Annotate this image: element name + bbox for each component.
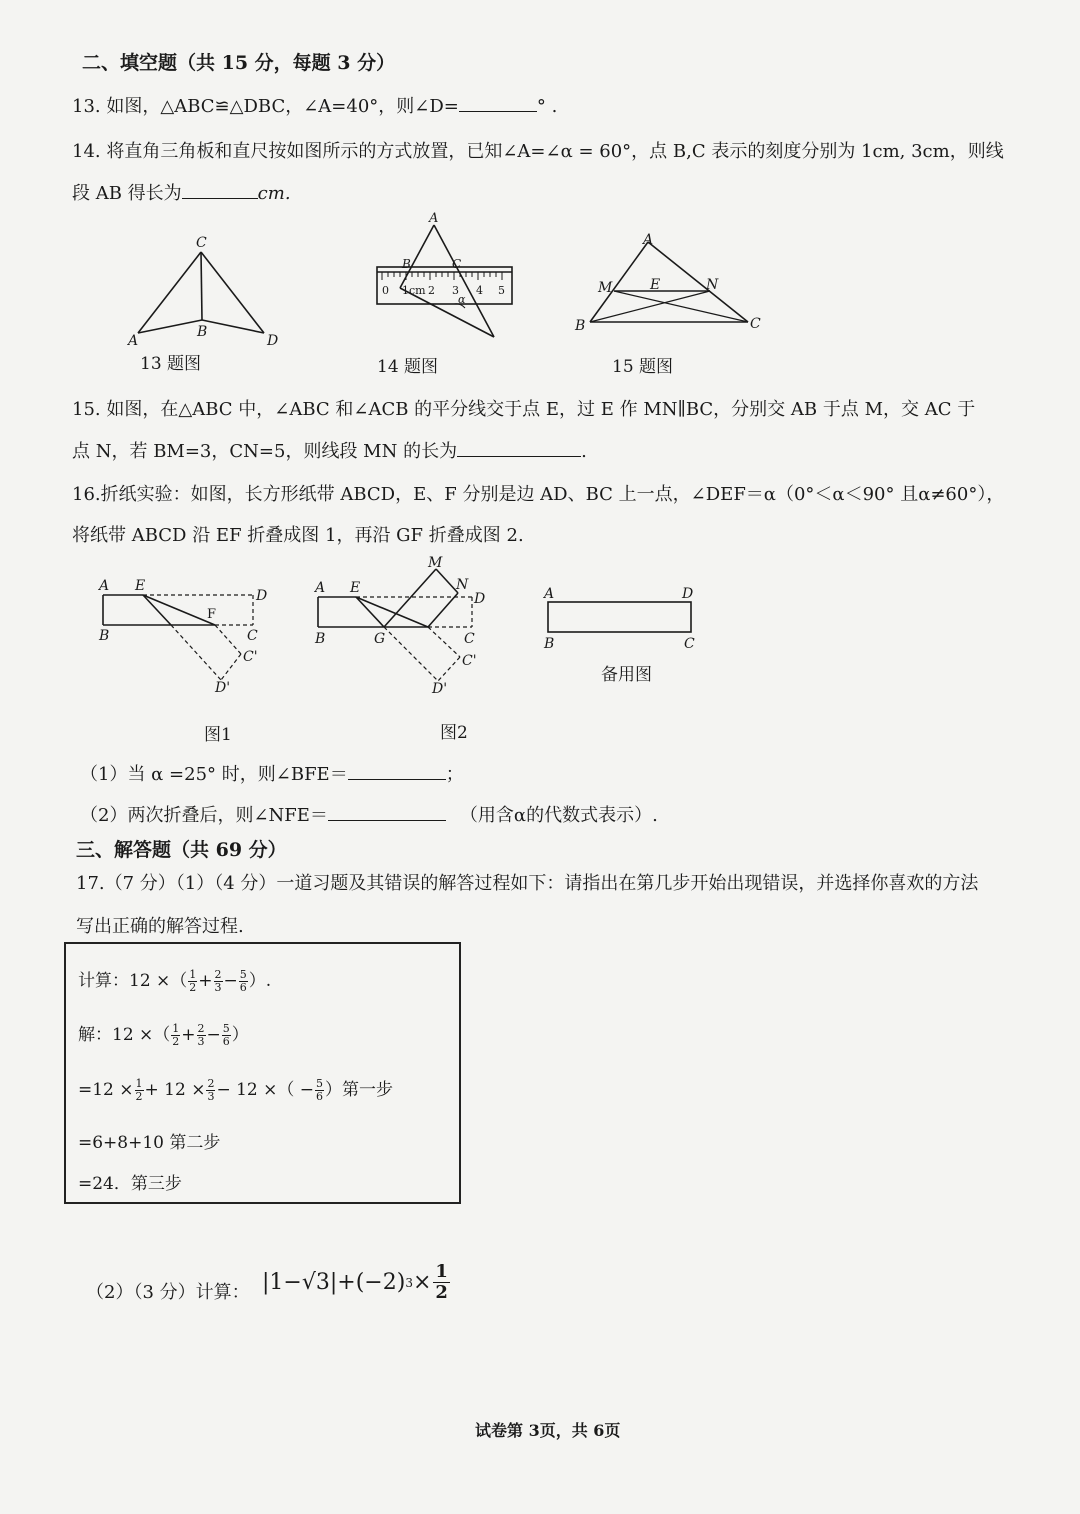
q14-answer-blank	[182, 180, 258, 199]
tick-4: 4	[476, 284, 483, 297]
q13-answer-blank	[459, 93, 537, 112]
frac-1-2: $\frac{1}{2}$	[189, 968, 197, 994]
q16-1-text: （1）当 α =25° 时，则∠BFE＝	[80, 764, 348, 785]
question-16-1	[80, 760, 464, 786]
label-a: A	[315, 580, 326, 596]
q16-line1: 16.折纸实验：如图，长方形纸带 ABCD，E、F 分别是边 AD、BC 上一点，∠DEF＝α（0°＜α＜90° 且α≠60°），	[72, 484, 1005, 505]
q17-line2: 写出正确的解答过程.	[76, 916, 244, 937]
figure-16-1	[95, 570, 275, 695]
q15-answer-blank	[457, 438, 581, 457]
figure-16-1-caption: 图1	[204, 725, 232, 745]
label-b: B	[544, 636, 555, 652]
label-c: C	[464, 631, 475, 647]
q16-line2: 将纸带 ABCD 沿 EF 折叠成图 1，再沿 GF 折叠成图 2.	[72, 525, 524, 546]
figure-16-spare	[540, 580, 710, 655]
label-d: D	[474, 591, 486, 607]
abs-term: |1−√3|	[262, 1270, 338, 1295]
figure-15-caption: 15 题图	[612, 357, 674, 377]
figure-16-spare-caption: 备用图	[601, 665, 652, 685]
triangle-side-ac	[434, 225, 494, 337]
tick-0: 0	[382, 284, 389, 297]
label-a: A	[99, 578, 110, 594]
line-ca	[138, 252, 201, 333]
label-d: D	[267, 333, 279, 349]
label-n: N	[456, 577, 469, 593]
tick-2: 2	[428, 284, 435, 297]
q14-unit: cm.	[257, 183, 291, 204]
label-b: B	[197, 324, 208, 340]
label-e: E	[135, 578, 146, 594]
label-a: A	[128, 333, 139, 349]
box-calc-line: 计算：12 ×（ $\frac{1}{2}$ + $\frac{2}{3}$ − $\frac{5}{6}$ ）.	[78, 968, 272, 994]
label-b: B	[99, 628, 110, 644]
box-solve-line: 解：12 ×（ $\frac{1}{2}$ + $\frac{2}{3}$ − $\frac{5}{6}$ ）	[78, 1022, 249, 1048]
q14-prefix: 段 AB 得长为	[72, 183, 182, 204]
label-b: B	[315, 631, 326, 647]
figure-13	[125, 230, 285, 350]
q13-text: 13. 如图，△ABC≌△DBC，∠A=40°，则∠D=	[72, 96, 459, 117]
q17-2-expression: |1−√3| +(−2) 3 × $\frac{1}{2}$	[262, 1261, 448, 1303]
label-g: G	[374, 631, 386, 647]
q15-line1: 15. 如图，在△ABC 中，∠ABC 和∠ACB 的平分线交于点 E，过 E 作 MN∥BC，分别交 AB 于点 M，交 AC 于	[72, 399, 976, 420]
figure-16-2-caption: 图2	[440, 723, 468, 743]
label-f: F	[207, 607, 217, 622]
frac-2-3: $\frac{2}{3}$	[214, 968, 222, 994]
q16-2-text: （2）两次折叠后，则∠NFE＝	[80, 805, 328, 826]
line-cb	[201, 252, 202, 320]
label-c: C	[684, 636, 695, 652]
page-footer: 试卷第 3页，共 6页	[475, 1421, 621, 1440]
segment-gm	[384, 569, 436, 627]
label-d: D	[256, 588, 268, 604]
segment-nf	[428, 593, 458, 627]
q15-end: .	[581, 441, 587, 462]
box-step1-line: =12 × $\frac{1}{2}$ + 12 × $\frac{2}{3}$ − 12 ×（ − $\frac{5}{6}$ ）第一步	[78, 1077, 394, 1103]
label-n: N	[706, 277, 719, 293]
wrong-solution-box	[64, 942, 461, 1204]
label-alpha: α	[458, 293, 466, 306]
label-c-prime: C'	[462, 653, 477, 669]
q16-1-answer-blank	[348, 761, 446, 780]
label-d-prime: D'	[432, 681, 448, 697]
fold-line-ef	[356, 597, 428, 627]
figure-14-caption: 14 题图	[377, 357, 439, 377]
label-a: A	[544, 586, 555, 602]
section-2-title: 二、填空题（共 15 分，每题 3 分）	[82, 52, 396, 74]
question-14-line2	[72, 179, 291, 205]
label-b: B	[402, 257, 411, 271]
box-step2-line: =6+8+10 第二步	[78, 1133, 221, 1153]
tick-1: 1cm	[402, 284, 426, 297]
box-step3-line: =24．第三步	[78, 1174, 182, 1194]
label-c: C	[750, 316, 761, 332]
label-e: E	[350, 580, 361, 596]
power-base: +(−2)	[337, 1270, 406, 1295]
section-3-title: 三、解答题（共 69 分）	[76, 839, 287, 861]
figure-14	[370, 210, 520, 345]
paper-strip	[548, 602, 691, 632]
segment-mn	[436, 569, 458, 593]
solve-label: 解：12 ×（	[78, 1025, 171, 1045]
q13-unit: ° .	[536, 96, 558, 117]
label-m: M	[428, 555, 443, 571]
q16-1-end: ；	[445, 764, 464, 785]
q17-line1: 17.（7 分）（1）（4 分）一道习题及其错误的解答过程如下：请指出在第几步开始出现错误，并选择你喜欢的方法	[76, 873, 979, 894]
label-b: B	[575, 318, 586, 334]
label-c: C	[247, 628, 258, 644]
label-m: M	[598, 280, 613, 296]
q15-line2-text: 点 N，若 BM=3，CN=5，则线段 MN 的长为	[72, 441, 458, 462]
line-cd	[201, 252, 264, 333]
frac-5-6: $\frac{5}{6}$	[239, 968, 247, 994]
label-e: E	[650, 277, 661, 293]
label-d-prime: D'	[215, 680, 231, 696]
tick-3: 3	[452, 284, 459, 297]
label-c: C	[452, 257, 462, 271]
fold-line-ef	[143, 595, 215, 625]
figure-16-2	[312, 555, 502, 700]
question-15-line2	[72, 437, 587, 463]
question-16-2	[80, 801, 658, 827]
calc-label: 计算：12 ×（	[78, 971, 188, 991]
ruler-ticks	[382, 272, 502, 280]
question-13	[72, 92, 557, 118]
figure-13-caption: 13 题图	[140, 354, 202, 374]
label-d: D	[682, 586, 694, 602]
exponent: 3	[405, 1275, 413, 1290]
label-c: C	[196, 235, 207, 251]
label-a: A	[429, 211, 439, 226]
q17-2-label: （2）（3 分）计算：	[86, 1282, 250, 1303]
tick-5: 5	[498, 284, 505, 297]
q14-line1: 14. 将直角三角板和直尺按如图所示的方式放置，已知∠A=∠α = 60°，点 B,C 表示的刻度分别为 1cm, 3cm，则线	[72, 141, 1004, 162]
fraction-half: $\frac{1}{2}$	[435, 1261, 448, 1303]
q16-2-end: （用含α的代数式表示）.	[459, 805, 658, 826]
label-a: A	[643, 232, 654, 248]
figure-15	[572, 230, 772, 340]
label-c-prime: C'	[243, 649, 258, 665]
q16-2-answer-blank	[328, 802, 446, 821]
